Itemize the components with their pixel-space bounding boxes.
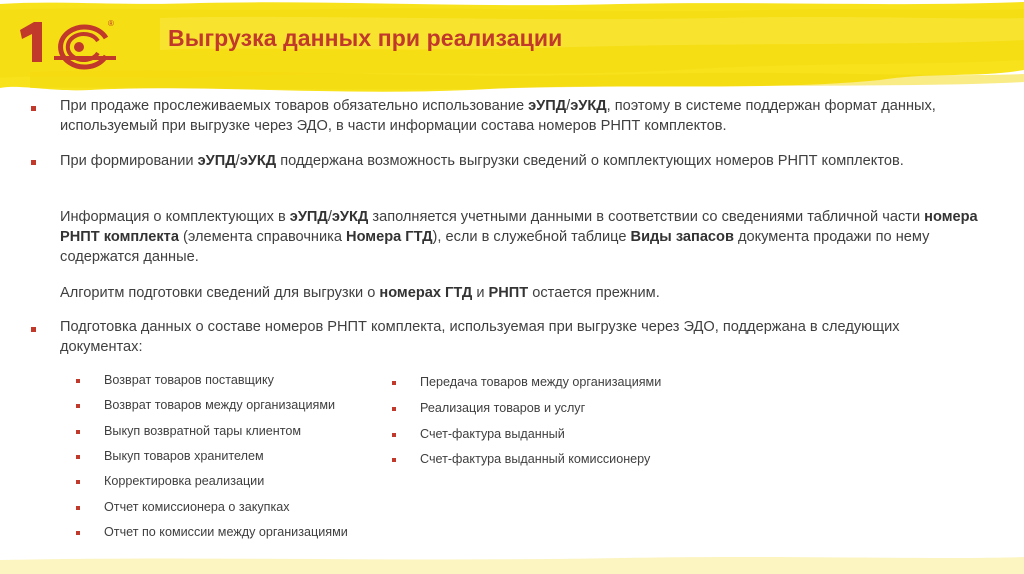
paragraph-text: При формировании xyxy=(60,153,198,169)
bold-term: эУПД xyxy=(197,153,236,169)
bold-term: номерах ГТД xyxy=(379,285,473,301)
svg-text:®: ® xyxy=(108,19,114,28)
bold-term: эУКД xyxy=(239,153,277,169)
paragraph-text: ), если в служебной таблице xyxy=(432,229,631,245)
bold-term: номера РНПТ комплекта xyxy=(60,209,978,245)
paragraph-5 xyxy=(60,317,980,357)
document-list-item: Счет-фактура выданный xyxy=(420,426,565,441)
list-bullet xyxy=(392,433,396,437)
paragraph-text: (элемента справочника xyxy=(178,229,347,245)
list-bullet xyxy=(76,480,80,484)
bullet-marker xyxy=(31,160,36,165)
paragraph-text: документа продажи по нему содержатся данные. xyxy=(60,229,930,265)
document-list-item: Выкуп товаров хранителем xyxy=(104,448,264,463)
bold-term: Виды запасов xyxy=(630,229,734,245)
paragraph-4 xyxy=(60,283,980,303)
bottom-brush-strip xyxy=(0,554,1024,574)
paragraph-2 xyxy=(60,151,980,171)
list-bullet xyxy=(76,455,80,459)
paragraph-text: Информация о комплектующих в xyxy=(60,209,290,225)
paragraph-text: , поэтому в системе поддержан формат данных, используемый при выгрузке через ЭДО, в части информации состава номеров РНПТ комплектов. xyxy=(60,98,936,134)
bold-term: эУПД xyxy=(528,98,567,114)
paragraph-text: заполняется учетными данными в соответствии со сведениями табличной части xyxy=(368,209,925,225)
bold-term: Номера ГТД xyxy=(346,229,433,245)
document-list-item: Возврат товаров поставщику xyxy=(104,373,274,387)
page-title: Выгрузка данных при реализации xyxy=(168,25,563,51)
paragraph-text: остается прежним. xyxy=(528,285,660,301)
list-bullet xyxy=(76,404,80,408)
bold-term: РНПТ xyxy=(488,285,529,301)
paragraph-text: Алгоритм подготовки сведений для выгрузки о xyxy=(60,285,380,301)
list-bullet xyxy=(76,506,80,510)
document-list-item: Отчет по комиссии между организациями xyxy=(104,524,348,539)
paragraph-text: / xyxy=(235,153,240,169)
list-bullet xyxy=(76,531,80,535)
paragraph-3 xyxy=(60,207,980,267)
document-list-item: Отчет комиссионера о закупках xyxy=(104,499,290,514)
paragraph-text: / xyxy=(566,98,571,114)
paragraph-text: Подготовка данных о составе номеров РНПТ комплекта, используемая при выгрузке через ЭДО, поддержана в следующих документах: xyxy=(60,319,900,355)
bold-term: эУКД xyxy=(331,209,369,225)
bullet-marker xyxy=(31,106,36,111)
list-bullet xyxy=(392,381,396,385)
document-list-item: Счет-фактура выданный комиссионеру xyxy=(420,452,651,467)
paragraph-text: При продаже прослеживаемых товаров обязательно использование xyxy=(60,98,529,114)
bold-term: эУКД xyxy=(570,98,607,114)
document-list-item: Передача товаров между организациями xyxy=(420,375,662,389)
bold-term: эУПД xyxy=(289,209,328,225)
document-list-item: Корректировка реализации xyxy=(104,474,265,489)
bullet-marker xyxy=(31,327,36,332)
document-list-item: Возврат товаров между организациями xyxy=(104,398,336,413)
paragraph-text: и xyxy=(472,285,489,301)
paragraph-text: поддержана возможность выгрузки сведений о комплектующих номеров РНПТ комплектов. xyxy=(276,153,904,169)
list-bullet xyxy=(392,407,396,411)
list-bullet xyxy=(392,458,396,462)
paragraph-text: / xyxy=(327,209,332,225)
paragraph-1 xyxy=(60,96,980,136)
list-bullet xyxy=(76,430,80,434)
1c-logo xyxy=(14,12,124,70)
list-bullet xyxy=(76,379,80,383)
document-list-item: Выкуп возвратной тары клиентом xyxy=(104,423,302,438)
document-list-item: Реализация товаров и услуг xyxy=(420,400,586,415)
